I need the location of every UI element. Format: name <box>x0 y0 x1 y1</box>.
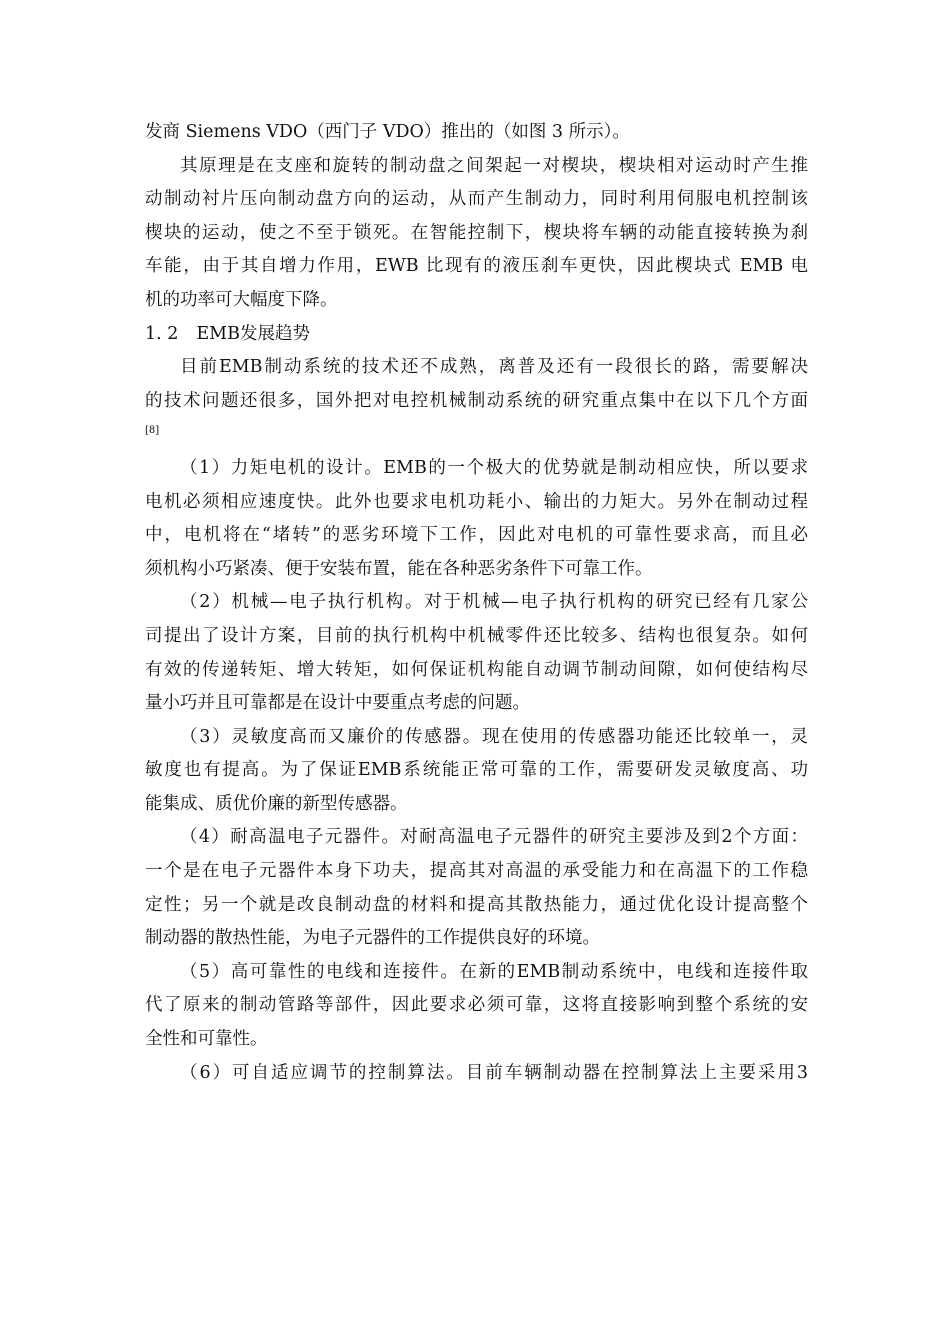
text-line: 能集成、质优价廉的新型传感器。 <box>145 793 408 814</box>
citation-reference: [8] <box>145 425 160 437</box>
text-line: 动制动衬片压向制动盘方向的运动，从而产生制动力，同时利用伺服电机控制该 <box>145 189 808 210</box>
text-line: 的技术问题还很多，国外把对电控机械制动系统的研究重点集中在以下几个方面 <box>145 390 808 411</box>
text-line: 全性和可靠性。 <box>145 1029 268 1050</box>
list-item-3-line: （3）灵敏度高而又廉价的传感器。现在使用的传感器功能还比较单一，灵 <box>180 726 808 747</box>
document-page <box>145 116 808 1090</box>
section-title: EMB发展趋势 <box>196 323 310 344</box>
paragraph-first-line: 目前EMB制动系统的技术还不成熟，离普及还有一段很长的路，需要解决 <box>180 357 808 378</box>
text-line: 量小巧并且可靠都是在设计中要重点考虑的问题。 <box>145 693 530 714</box>
text-line: 敏度也有提高。为了保证EMB系统能正常可靠的工作，需要研发灵敏度高、功 <box>145 760 808 781</box>
text-line: 有效的传递转矩、增大转矩，如何保证机构能自动调节制动间隙，如何使结构尽 <box>145 659 808 680</box>
paragraph-first-line: 其原理是在支座和旋转的制动盘之间架起一对楔块，楔块相对运动时产生推 <box>180 155 808 176</box>
text-line: 定性；另一个就是改良制动盘的材料和提高其散热能力，通过优化设计提高整个 <box>145 894 808 915</box>
text-line: 中，电机将在“堵转”的恶劣环境下工作，因此对电机的可靠性要求高，而且必 <box>145 525 808 546</box>
text-line: 代了原来的制动管路等部件，因此要求必须可靠，这将直接影响到整个系统的安 <box>145 995 808 1016</box>
section-number: 1. 2 <box>145 323 179 344</box>
text-line: 一个是在电子元器件本身下功夫，提高其对高温的承受能力和在高温下的工作稳 <box>145 861 808 882</box>
list-item-5-line: （5）高可靠性的电线和连接件。在新的EMB制动系统中，电线和连接件取 <box>180 961 808 982</box>
text-line: 制动器的散热性能，为电子元器件的工作提供良好的环境。 <box>145 928 600 949</box>
list-item-6-line: （6）可自适应调节的控制算法。目前车辆制动器在控制算法上主要采用3 <box>180 1062 808 1083</box>
text-line: 须机构小巧紧凑、便于安装布置，能在各种恶劣条件下可靠工作。 <box>145 558 653 579</box>
list-item-4-line: （4）耐高温电子元器件。对耐高温电子元器件的研究主要涉及到2个方面： <box>180 827 808 848</box>
text-line: 司提出了设计方案，目前的执行机构中机械零件还比较多、结构也很复杂。如何 <box>145 625 808 646</box>
text-line: 车能，由于其自增力作用，EWB 比现有的液压刹车更快，因此楔块式 EMB 电 <box>145 256 808 277</box>
list-item-2-line: （2）机械—电子执行机构。对于机械—电子执行机构的研究已经有几家公 <box>180 592 808 613</box>
text-line: 电机必须相应速度快。此外也要求电机功耗小、输出的力矩大。另外在制动过程 <box>145 491 808 512</box>
list-item-1-line: （1）力矩电机的设计。EMB的一个极大的优势就是制动相应快，所以要求 <box>180 457 808 478</box>
section-heading <box>145 318 808 352</box>
text-line: 楔块的运动，使之不至于锁死。在智能控制下，楔块将车辆的动能直接转换为刹 <box>145 222 808 243</box>
text-line: 发商 Siemens VDO（西门子 VDO）推出的（如图 3 所示）。 <box>145 122 630 142</box>
text-line: 机的功率可大幅度下降。 <box>145 289 338 310</box>
